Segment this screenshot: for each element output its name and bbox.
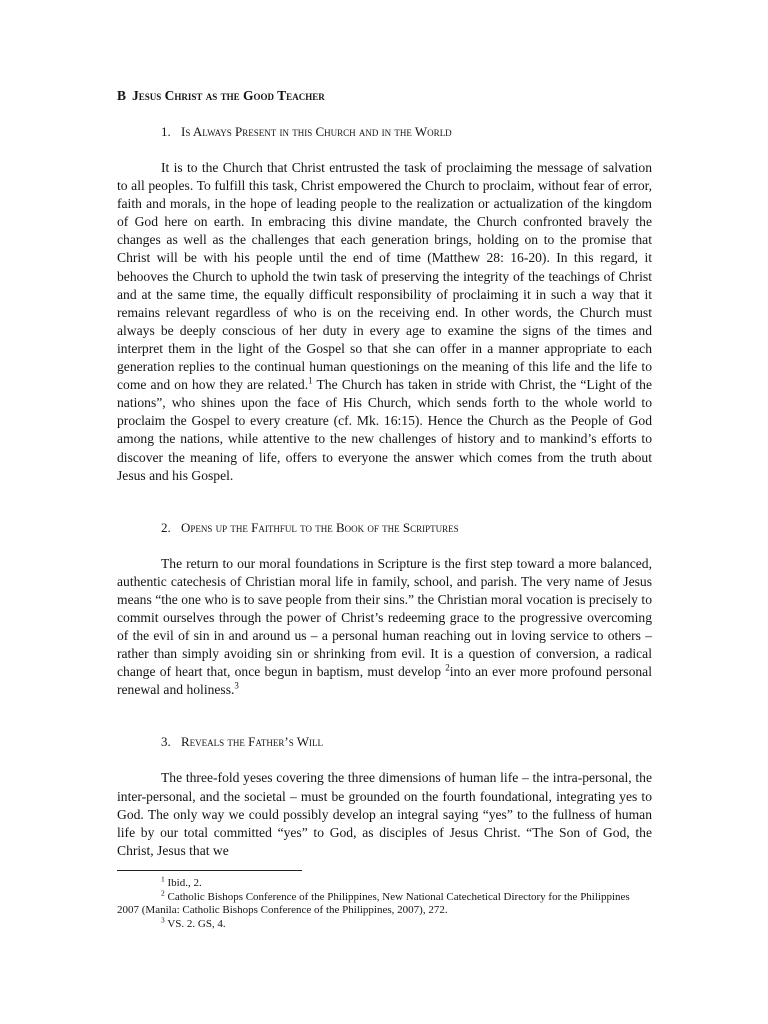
paragraph-text: It is to the Church that Christ entrusted the task of proclaiming the message of salvation to all peoples. To fulfill this task, Christ empowered the Church to proclaim, without fear of error, faith and morals, in the hope of leading people to the realization or actualization of the kingdom of God here on earth. In embracing this divine mandate, the Church confronted bravely the changes as well as the challenges that each generation brings, holding on to the promise that Christ will be with his people until the end of time (Matthew 28: 16-20). In this regard, it behooves the Church to uphold the twin task of preserving the integrity of the teachings of Christ and at the same time, the equally difficult responsibility of proclaiming it in such a way that it remains relevant regardless of who is on the receiving end. In other words, the Church must always be deeply conscious of her duty in every age to examine the signs of the times and interpret them in the light of the Gospel so that she can offer in a manner appropriate to each generation replies to the continual human questionings on the meaning of this life and the life to come and on how they are related. (117, 160, 652, 393)
paragraph-3 (117, 769, 652, 859)
paragraph-1 (117, 159, 652, 485)
subsection-number: 2. (161, 519, 171, 535)
footnote-1 (117, 874, 652, 891)
footnote-mark: 3 (161, 914, 165, 924)
subsection-title: Reveals the Father’s Will (181, 734, 324, 750)
footnote-ref: 2 (445, 662, 450, 673)
section-letter: B (117, 88, 127, 103)
section-heading (117, 87, 652, 105)
footnotes (117, 870, 652, 931)
footnote-text: VS. 2. GS, 4. (167, 917, 226, 930)
subsection-title: Is Always Present in this Church and in the World (181, 124, 452, 139)
footnote-2 (117, 887, 652, 918)
section-title: Jesus Christ as the Good Teacher (132, 88, 325, 103)
subsection-heading-3 (117, 733, 652, 751)
subsection-number: 1. (161, 124, 171, 139)
footnote-ref: 3 (234, 680, 239, 691)
footnote-text: Ibid., 2. (167, 877, 202, 889)
paragraph-text: into an ever more profound personal renewal and holiness. (117, 664, 652, 698)
paragraph-2 (117, 555, 652, 700)
paragraph-text: The Church has taken in stride with Christ, the “Light of the nations”, who shines upon the face of His Church, which sends forth to the whole world to proclaim the Gospel to every creature (cf. Mk. 16:15). Hence the Church as the People of God among the nations, while attentive to the new challenges of history and to mankind’s efforts to discover the meaning of life, offers to everyone the answer which comes from the truth about Jesus and his Gospel. (117, 377, 652, 483)
footnote-3 (117, 914, 652, 932)
footnote-mark: 2 (161, 887, 165, 897)
subsection-heading-1 (117, 123, 652, 141)
footnote-text: Catholic Bishops Conference of the Philippines, New National Catechetical Directory for the Philippines 2007 (Manila: Catholic Bishops Conference of the Philippines, 2007), 272. (117, 890, 630, 916)
document-body (117, 87, 652, 860)
footnote-mark: 1 (161, 874, 165, 884)
footnote-divider (117, 870, 302, 871)
subsection-title: Opens up the Faithful to the Book of the Scriptures (181, 519, 459, 535)
paragraph-text: The three-fold yeses covering the three dimensions of human life – the intra-personal, the inter-personal, and the societal – must be grounded on the fourth foundational, integrating yes to God. The only way we could possibly develop an integral saying “yes” to the fullness of human life by our total committed “yes” to God, as disciples of Jesus Christ. “The Son of God, the Christ, Jesus that we (117, 770, 652, 858)
subsection-heading-2 (117, 519, 652, 537)
footnote-ref: 1 (308, 375, 313, 386)
subsection-number: 3. (161, 734, 171, 750)
paragraph-text: The return to our moral foundations in Scripture is the first step toward a more balanced, authentic catechesis of Christian moral life in family, school, and parish. The very name of Jesus means “the one who is to save people from their sins.” the Christian moral vocation is precisely to commit ourselves through the power of Christ’s redeeming grace to the progressive overcoming of the evil of sin in and around us – a personal human reaching out in loving service to others – rather than simply avoiding sin or shrinking from evil. It is a question of conversion, a radical change of heart that, once begun in baptism, must develop (117, 555, 652, 680)
